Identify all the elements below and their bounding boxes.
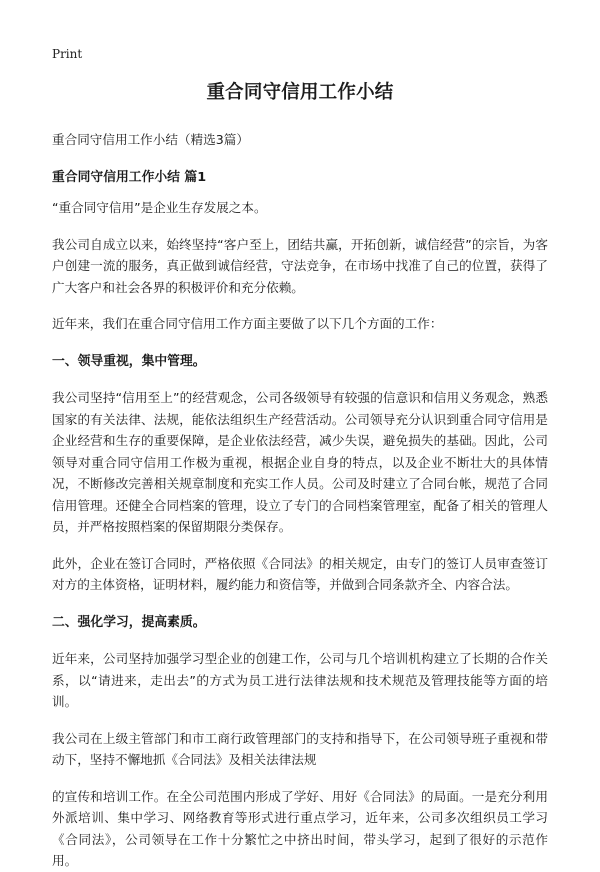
paragraph-8: 的宣传和培训工作。在全公司范围内形成了学好、用好《合同法》的局面。一是充分利用外派培训、集中学习、网络教育等形式进行重点学习，近年来，公司多次组织员工学习《合同法》，公司领导在工作十分繁忙之中挤出时间，带头学习，起到了很好的示范作用。 — [52, 788, 548, 868]
document-subtitle: 重合同守信用工作小结（精选3篇） — [52, 132, 249, 147]
paragraph-7: 我公司在上级主管部门和市工商行政管理部门的支持和指导下，在公司领导班子重视和带动下，坚持不懈地抓《合同法》及相关法律法规 — [52, 730, 548, 767]
paragraph-1: “重合同守信用”是企业生存发展之本。 — [52, 200, 267, 215]
paragraph-6: 近年来，公司坚持加强学习型企业的创建工作，公司与几个培训机构建立了长期的合作关系，以“请进来，走出去”的方式为员工进行法律法规和技术规范及管理技能等方面的培训。 — [52, 651, 548, 709]
page-title: 重合同守信用工作小结 — [206, 82, 394, 103]
paragraph-4: 我公司坚持“信用至上”的经营观念，公司各级领导有较强的信意识和信用义务观念，熟悉国家的有关法律、法规，能依法组织生产经营活动。公司领导充分认识到重合同守信用是企业经营和生存的重要保障，是企业依法经营，减少失误，避免损失的基础。因此，公司领导对重合同守信用工作极为重视，根据企业自身的特点，以及企业不断壮大的具体情况，不断修改完善相关规章制度和充实工作人员。公司及时建立了合同台帐，规范了合同信用管理。还健全合同档案的管理，设立了专门的合同档案管理室，配备了相关的管理人员，并严格按照档案的保留期限分类保存。 — [52, 390, 548, 534]
part1-heading: 重合同守信用工作小结 篇1 — [52, 169, 207, 185]
section-2-heading: 二、强化学习，提高素质。 — [52, 614, 206, 630]
paragraph-5: 此外，企业在签订合同时，严格依照《合同法》的相关规定，由专门的签订人员审查签订对方的主体资格，证明材料，履约能力和资信等，并做到合同条款齐全、内容合法。 — [52, 555, 548, 592]
print-link[interactable]: Print — [52, 47, 83, 61]
paragraph-3: 近年来，我们在重合同守信用工作方面主要做了以下几个方面的工作： — [52, 316, 443, 331]
paragraph-2: 我公司自成立以来，始终坚持“客户至上，团结共赢，开拓创新，诚信经营”的宗旨，为客户创建一流的服务，真正做到诚信经营，守法竞争，在市场中找准了自己的位置，获得了广大客户和社会各界的积极评价和充分依赖。 — [52, 236, 548, 295]
section-1-heading: 一、领导重视，集中管理。 — [52, 353, 206, 369]
